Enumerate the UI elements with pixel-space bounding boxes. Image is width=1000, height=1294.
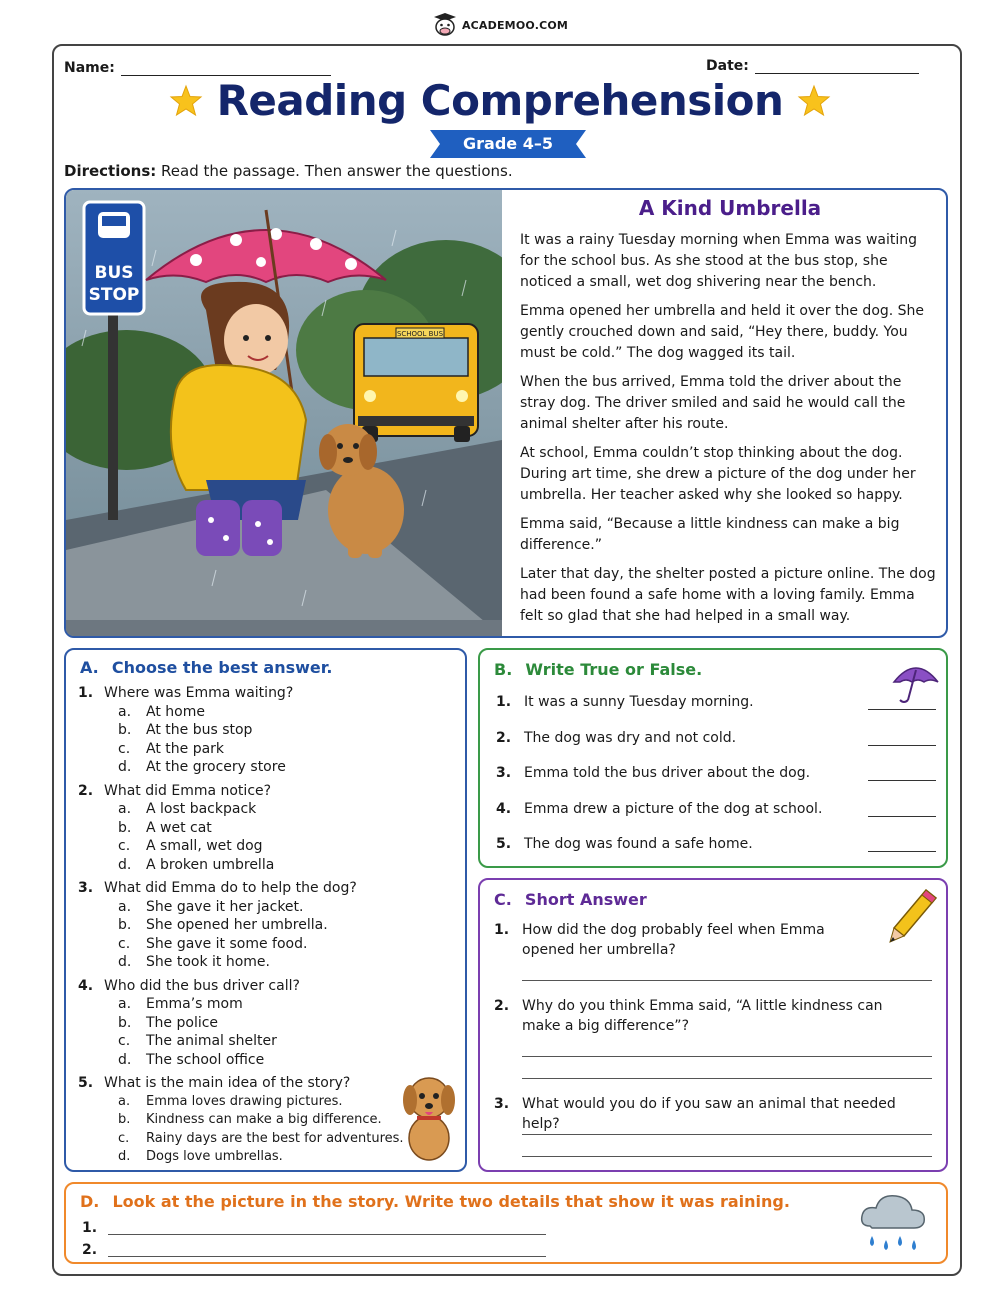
answer-option[interactable]: c. A small, wet dog	[118, 838, 263, 854]
school-bus	[354, 324, 478, 442]
answer-option[interactable]: b. The police	[118, 1014, 219, 1031]
story-illustration	[66, 190, 502, 636]
answer-line[interactable]	[522, 980, 932, 981]
answer-line[interactable]	[522, 1156, 932, 1157]
answer-blank[interactable]	[868, 838, 936, 852]
detail-number: 2.	[82, 1242, 98, 1258]
mc-question: 3. What did Emma do to help the dog? a. She gave it her jacket. b. She opened her umbrella. c. She gave it some food. d. She took it home.	[78, 879, 458, 972]
answer-blank[interactable]	[868, 767, 936, 781]
section-c-short-answer	[478, 878, 948, 1172]
puppy-icon	[398, 1070, 460, 1162]
bus-label: SCHOOL BUS	[396, 330, 444, 338]
section-d-picture-details	[64, 1182, 948, 1264]
star-icon	[169, 84, 203, 118]
section-c-title: Short Answer	[524, 890, 647, 909]
directions-text: Read the passage. Then answer the questions.	[156, 162, 513, 180]
section-a-heading	[80, 658, 332, 677]
answer-blank[interactable]	[868, 696, 936, 710]
grade-ribbon	[430, 130, 586, 158]
story-title: A Kind Umbrella	[638, 196, 822, 220]
answer-blank[interactable]	[868, 803, 936, 817]
tf-item: 3. Emma told the bus driver about the dog.	[496, 765, 936, 781]
name-label: Name:	[64, 60, 115, 76]
date-field[interactable]	[706, 58, 919, 74]
answer-option[interactable]: d. The school office	[118, 1051, 265, 1068]
section-d-letter: D.	[80, 1192, 100, 1211]
brand-header	[0, 12, 1000, 38]
date-line[interactable]	[755, 60, 919, 74]
answer-option[interactable]: b. She opened her umbrella.	[118, 917, 328, 933]
title-row	[0, 76, 1000, 125]
answer-line[interactable]	[108, 1256, 546, 1257]
story-paragraph: It was a rainy Tuesday morning when Emma was waiting for the school bus. As she stood at the bus stop, she noticed a small, wet dog shivering near the bench.	[520, 232, 918, 290]
story-paragraph: At school, Emma couldn’t stop thinking about the dog. During art time, she drew a picture of the dog under her umbrella. Her teacher asked why she looked so happy.	[520, 445, 916, 503]
section-d-title: Look at the picture in the story. Write two details that show it was raining.	[112, 1192, 790, 1211]
directions	[64, 162, 513, 180]
name-line[interactable]	[121, 62, 331, 76]
answer-option[interactable]: b. Kindness can make a big difference.	[118, 1112, 382, 1127]
section-c-letter: C.	[494, 890, 512, 909]
answer-option[interactable]: a. She gave it her jacket.	[118, 898, 304, 915]
answer-option[interactable]: a. Emma loves drawing pictures.	[118, 1093, 343, 1109]
brand-name: ACADEMOO.COM	[461, 18, 569, 32]
answer-option[interactable]: c. Rainy days are the best for adventures.	[118, 1130, 404, 1146]
tf-item: 2. The dog was dry and not cold.	[496, 730, 936, 746]
section-c-heading	[494, 890, 647, 909]
answer-option[interactable]: a. A lost backpack	[118, 801, 257, 817]
sign-text-bus: BUS	[94, 263, 134, 283]
answer-option[interactable]: d. Dogs love umbrellas.	[118, 1149, 283, 1164]
rain-cloud-icon	[856, 1190, 930, 1256]
short-answer-question: 1. How did the dog probably feel when Emma opened her umbrella?	[494, 922, 825, 958]
section-b-heading	[494, 660, 702, 679]
answer-line[interactable]	[522, 1134, 932, 1135]
mc-question: 1. Where was Emma waiting? a. At home b. At the bus stop c. At the park d. At the grocery store	[78, 684, 458, 777]
story-paragraph: Emma said, “Because a little kindness can make a big difference.”	[520, 516, 900, 553]
story-panel	[64, 188, 948, 638]
answer-blank[interactable]	[868, 732, 936, 746]
section-b-letter: B.	[494, 660, 513, 679]
cow-logo-icon	[432, 12, 458, 38]
section-d-heading	[80, 1192, 790, 1211]
answer-option[interactable]: a. Emma’s mom	[118, 996, 243, 1012]
tf-item: 5. The dog was found a safe home.	[496, 836, 936, 852]
answer-line[interactable]	[108, 1234, 546, 1235]
tf-item: 1. It was a sunny Tuesday morning.	[496, 694, 936, 710]
section-b-title: Write True or False.	[525, 660, 703, 679]
tf-item: 4. Emma drew a picture of the dog at school.	[496, 801, 936, 817]
section-b-true-false	[478, 648, 948, 868]
sign-text-stop: STOP	[88, 285, 140, 305]
story-paragraph: Emma opened her umbrella and held it over the dog. She gently crouched down and said, “Hey there, buddy. You must be cold.” The dog wagged its tail.	[520, 303, 925, 361]
section-a-multiple-choice	[64, 648, 467, 1172]
answer-option[interactable]: a. At home	[118, 703, 205, 720]
answer-option[interactable]: c. The animal shelter	[118, 1033, 277, 1049]
story-paragraph: When the bus arrived, Emma told the driver about the stray dog. The driver smiled and said he would call the animal shelter after his route.	[520, 374, 906, 432]
mc-question: 5. What is the main idea of the story? a. Emma loves drawing pictures. b. Kindness can make a big difference. c. Rainy days are the best for adventures. d. Dogs love umbrellas.	[78, 1074, 458, 1167]
answer-option[interactable]: d. A broken umbrella	[118, 856, 275, 873]
page-title: Reading Comprehension	[216, 76, 784, 125]
name-field[interactable]	[64, 60, 331, 76]
directions-label: Directions:	[64, 162, 157, 180]
story-text	[520, 196, 940, 635]
answer-option[interactable]: d. At the grocery store	[118, 759, 286, 775]
short-answer-question: 3. What would you do if you saw an animal that needed help?	[494, 1096, 896, 1132]
answer-option[interactable]: b. A wet cat	[118, 819, 212, 836]
detail-number: 1.	[82, 1220, 98, 1236]
grade-label: Grade 4–5	[463, 134, 553, 153]
short-answer-question: 2. Why do you think Emma said, “A little kindness can make a big difference”?	[494, 998, 883, 1034]
answer-option[interactable]: d. She took it home.	[118, 954, 270, 970]
answer-line[interactable]	[522, 1056, 932, 1057]
section-a-letter: A.	[80, 658, 99, 677]
story-paragraph: Later that day, the shelter posted a picture online. The dog had been found a safe home with a loving family. Emma felt so glad that she had helped in a small way.	[520, 566, 936, 624]
answer-option[interactable]: c. She gave it some food.	[118, 935, 308, 952]
mc-question: 4. Who did the bus driver call? a. Emma’s mom b. The police c. The animal shelter d. The school office	[78, 977, 458, 1070]
answer-option[interactable]: c. At the park	[118, 740, 225, 757]
answer-option[interactable]: b. At the bus stop	[118, 722, 253, 738]
date-label: Date:	[706, 58, 749, 74]
answer-line[interactable]	[522, 1078, 932, 1079]
mc-question: 2. What did Emma notice? a. A lost backpack b. A wet cat c. A small, wet dog d. A broken umbrella	[78, 782, 458, 875]
star-icon	[797, 84, 831, 118]
section-a-title: Choose the best answer.	[111, 658, 333, 677]
